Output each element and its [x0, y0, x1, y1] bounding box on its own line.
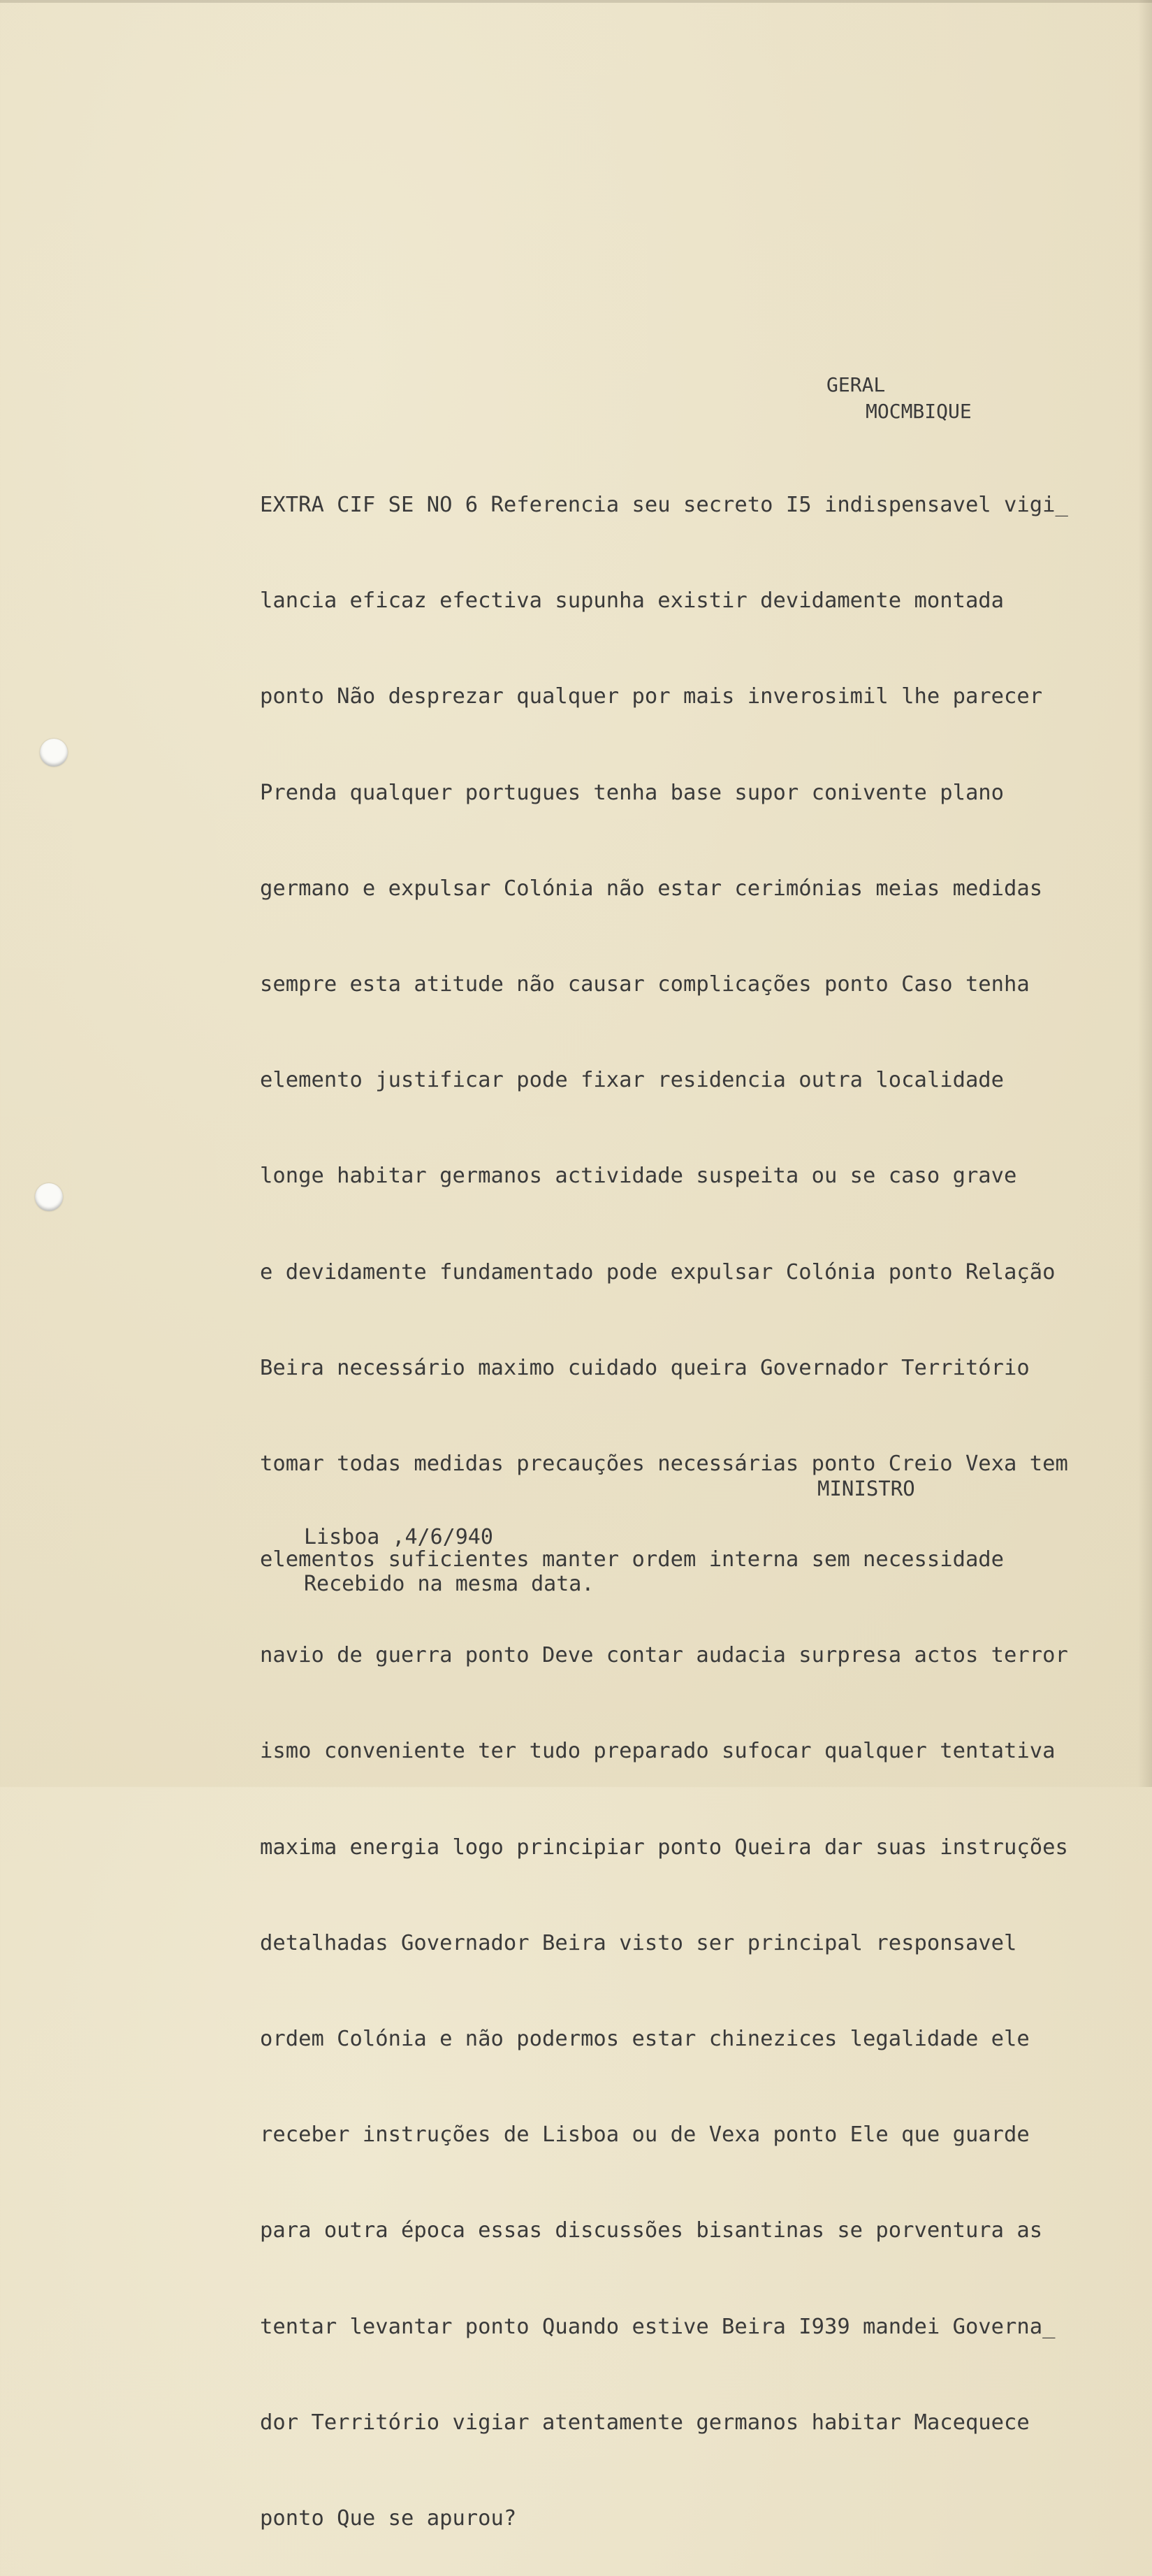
body-line: Beira necessário maximo cuidado queira Governador Território [260, 1355, 1030, 1380]
body-line: ismo conveniente ter tudo preparado sufocar qualquer tentativa [260, 1739, 1056, 1764]
header-destination: MOCMBIQUE [866, 400, 972, 423]
paper-top-edge [0, 0, 1152, 3]
body-line: elementos suficientes manter ordem interna sem necessidade [260, 1547, 1005, 1572]
body-line: germano e expulsar Colónia não estar cerimónias meias medidas [260, 876, 1043, 901]
signature: MINISTRO [817, 1477, 915, 1500]
body-line: maxima energia logo principiar ponto Queira dar suas instruções [260, 1835, 1068, 1860]
body-line: longe habitar germanos actividade suspeita ou se caso grave [260, 1164, 1017, 1189]
body-line: dor Território vigiar atentamente germanos habitar Macequece [260, 2410, 1030, 2435]
body-line: receber instruções de Lisboa ou de Vexa ponto Ele que guarde [260, 2122, 1030, 2148]
punch-hole [40, 739, 68, 767]
telegram-body [260, 442, 1147, 2576]
body-line: detalhadas Governador Beira visto ser principal responsavel [260, 1930, 1017, 1955]
received-note: Recebido na mesma data. [304, 1572, 595, 1596]
header-category: GERAL [826, 373, 886, 396]
body-line: ordem Colónia e não podermos estar chinezices legalidade ele [260, 2027, 1030, 2051]
body-line: Prenda qualquer portugues tenha base supor conivente plano [260, 780, 1005, 805]
body-line: EXTRA CIF SE NO 6 Referencia seu secreto I5 indispensavel vigi_ [260, 493, 1068, 517]
body-line: navio de guerra ponto Deve contar audacia surpresa actos terror [260, 1643, 1068, 1668]
place-date: Lisboa ,4/6/940 [304, 1525, 493, 1549]
body-line: sempre esta atitude não causar complicações ponto Caso tenha [260, 971, 1030, 997]
body-line: ponto Não desprezar qualquer por mais inverosimil lhe parecer [260, 684, 1043, 709]
body-line: para outra época essas discussões bisantinas se porventura as [260, 2218, 1043, 2243]
body-line: tomar todas medidas precauções necessárias ponto Creio Vexa tem [260, 1451, 1068, 1476]
document-footer [304, 1524, 594, 1617]
body-line: lancia eficaz efectiva supunha existir devidamente montada [260, 588, 1005, 614]
document-header [826, 372, 972, 425]
punch-hole [35, 1183, 63, 1211]
body-line: tentar levantar ponto Quando estive Beira I939 mandei Governa_ [260, 2314, 1056, 2339]
body-line: ponto Que se apurou? [260, 2505, 517, 2531]
body-line: e devidamente fundamentado pode expulsar Colónia ponto Relação [260, 1259, 1056, 1285]
body-line: elemento justificar pode fixar residencia outra localidade [260, 1068, 1005, 1093]
